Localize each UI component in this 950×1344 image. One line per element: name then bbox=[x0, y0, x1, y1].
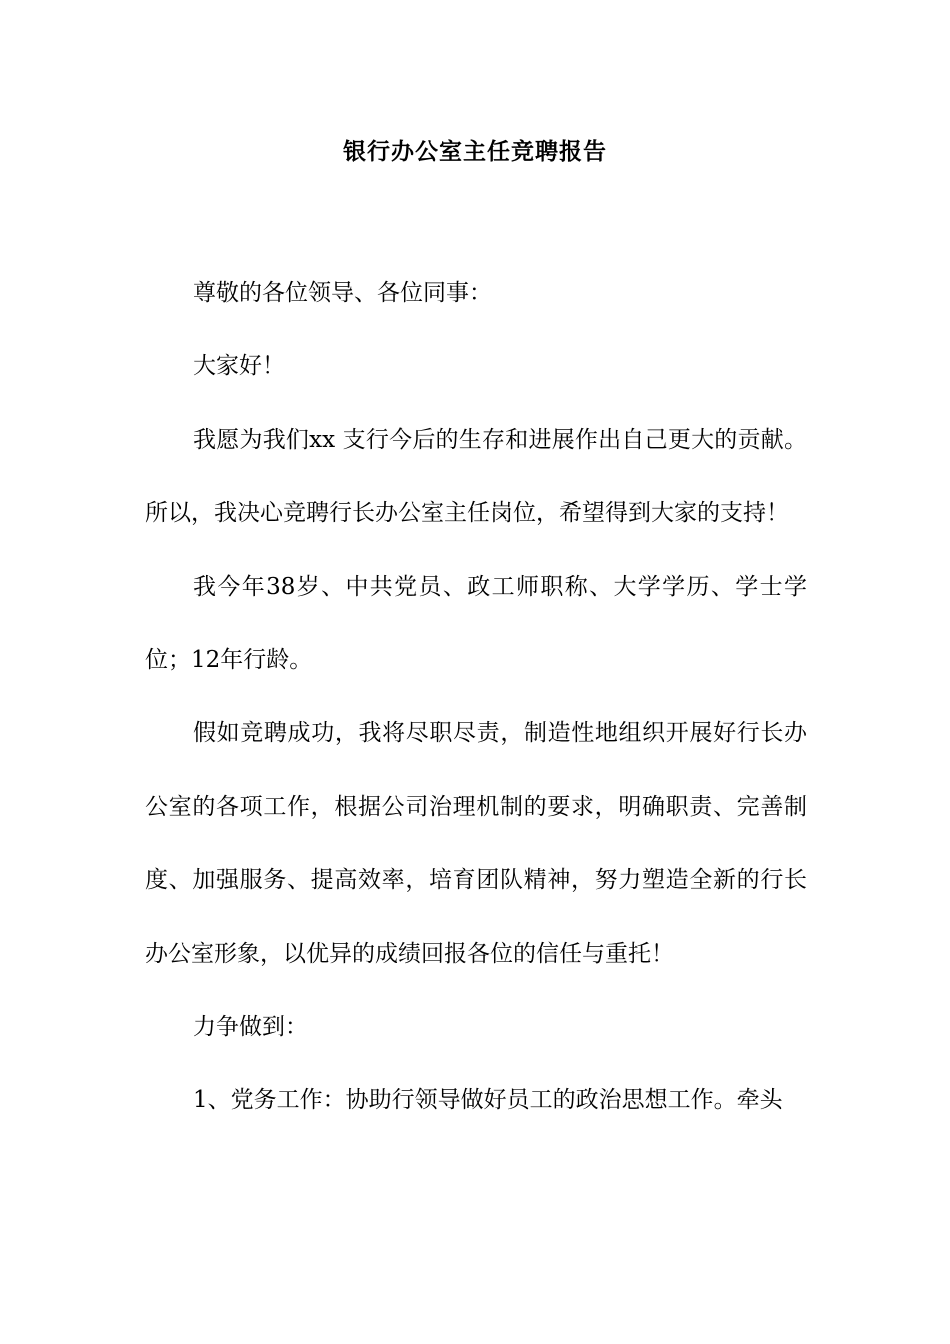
paragraph-profile: 我今年38岁、中共党员、政工师职称、大学学历、学士学位；12年行龄。 bbox=[145, 573, 807, 674]
paragraph-party-work: 1、党务工作：协助行领导做好员工的政治思想工作。牵头 bbox=[193, 1087, 783, 1114]
paragraph-goals-heading: 力争做到： bbox=[193, 1014, 308, 1041]
paragraph-intent: 我愿为我们xx 支行今后的生存和进展作出自己更大的贡献。所以，我决心竞聘行长办公室主任岗位，希望得到大家的支持！ bbox=[145, 426, 807, 527]
document-title: 银行办公室主任竞聘报告 bbox=[343, 139, 607, 165]
paragraph-commitment: 假如竞聘成功，我将尽职尽责，制造性地组织开展好行长办公室的各项工作，根据公司治理机制的要求，明确职责、完善制度、加强服务、提高效率，培育团队精神，努力塑造全新的行长办公室形象，以优异的成绩回报各位的信任与重托！ bbox=[145, 720, 807, 967]
document-body bbox=[145, 257, 807, 1138]
paragraph-greeting: 大家好！ bbox=[193, 353, 285, 380]
paragraph-salutation: 尊敬的各位领导、各位同事： bbox=[193, 280, 492, 306]
